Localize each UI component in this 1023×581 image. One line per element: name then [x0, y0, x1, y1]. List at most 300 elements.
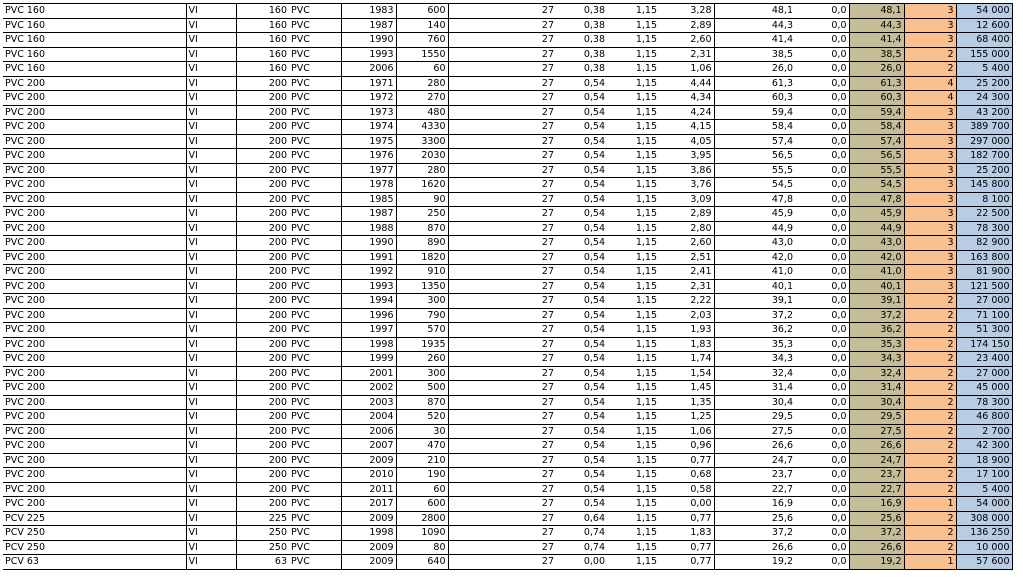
cell-material[interactable]: PVC: [289, 62, 341, 77]
cell-col-i[interactable]: 1,15: [607, 352, 659, 367]
cell-cost[interactable]: 24 300: [956, 91, 1012, 106]
cell-category[interactable]: VI: [186, 120, 236, 135]
cell-category[interactable]: VI: [186, 540, 236, 555]
cell-shaded-value[interactable]: 44,3: [849, 18, 904, 33]
cell-col-g[interactable]: 27: [448, 105, 556, 120]
cell-install-year[interactable]: 1998: [341, 526, 396, 541]
cell-col-k-value[interactable]: 37,2: [714, 526, 795, 541]
cell-col-l-value[interactable]: 0,0: [795, 279, 849, 294]
cell-col-k-value[interactable]: 25,6: [714, 511, 795, 526]
cell-col-l-value[interactable]: 0,0: [795, 33, 849, 48]
cell-shaded-value[interactable]: 27,5: [849, 424, 904, 439]
cell-diameter[interactable]: 200: [236, 337, 289, 352]
cell-col-l-value[interactable]: 0,0: [795, 265, 849, 280]
cell-shaded-value[interactable]: 24,7: [849, 453, 904, 468]
cell-col-k-value[interactable]: 48,1: [714, 4, 795, 19]
cell-material[interactable]: PVC: [289, 540, 341, 555]
cell-install-year[interactable]: 1990: [341, 236, 396, 251]
cell-col-k-value[interactable]: 42,0: [714, 250, 795, 265]
cell-col-i[interactable]: 1,15: [607, 337, 659, 352]
cell-col-k-value[interactable]: 36,2: [714, 323, 795, 338]
cell-install-year[interactable]: 1996: [341, 308, 396, 323]
cell-col-i[interactable]: 1,15: [607, 468, 659, 483]
cell-diameter[interactable]: 160: [236, 62, 289, 77]
cell-score[interactable]: 2: [904, 540, 956, 555]
cell-col-i[interactable]: 1,15: [607, 511, 659, 526]
cell-length[interactable]: 1820: [396, 250, 448, 265]
cell-material[interactable]: PVC: [289, 178, 341, 193]
cell-install-year[interactable]: 2011: [341, 482, 396, 497]
cell-col-h[interactable]: 0,54: [556, 221, 607, 236]
cell-col-k-value[interactable]: 59,4: [714, 105, 795, 120]
cell-pipe-type[interactable]: PVC 200: [3, 381, 186, 396]
cell-col-h[interactable]: 0,54: [556, 91, 607, 106]
cell-col-i[interactable]: 1,15: [607, 453, 659, 468]
cell-cost[interactable]: 51 300: [956, 323, 1012, 338]
cell-pipe-type[interactable]: PVC 200: [3, 352, 186, 367]
cell-cost[interactable]: 42 300: [956, 439, 1012, 454]
cell-col-j[interactable]: 2,22: [659, 294, 714, 309]
cell-shaded-value[interactable]: 45,9: [849, 207, 904, 222]
cell-shaded-value[interactable]: 54,5: [849, 178, 904, 193]
cell-col-h[interactable]: 0,38: [556, 4, 607, 19]
cell-category[interactable]: VI: [186, 18, 236, 33]
cell-pipe-type[interactable]: PVC 200: [3, 294, 186, 309]
cell-score[interactable]: 2: [904, 410, 956, 425]
cell-score[interactable]: 2: [904, 526, 956, 541]
cell-install-year[interactable]: 1990: [341, 33, 396, 48]
cell-col-g[interactable]: 27: [448, 192, 556, 207]
cell-col-l-value[interactable]: 0,0: [795, 221, 849, 236]
cell-col-h[interactable]: 0,54: [556, 163, 607, 178]
cell-material[interactable]: PVC: [289, 410, 341, 425]
cell-col-l-value[interactable]: 0,0: [795, 163, 849, 178]
cell-col-j[interactable]: 2,60: [659, 33, 714, 48]
cell-col-g[interactable]: 27: [448, 366, 556, 381]
cell-pipe-type[interactable]: PVC 200: [3, 178, 186, 193]
cell-pipe-type[interactable]: PVC 200: [3, 207, 186, 222]
cell-col-k-value[interactable]: 16,9: [714, 497, 795, 512]
cell-col-i[interactable]: 1,15: [607, 410, 659, 425]
cell-pipe-type[interactable]: PVC 200: [3, 482, 186, 497]
cell-col-g[interactable]: 27: [448, 439, 556, 454]
cell-score[interactable]: 2: [904, 395, 956, 410]
cell-col-k-value[interactable]: 40,1: [714, 279, 795, 294]
cell-material[interactable]: PVC: [289, 395, 341, 410]
cell-col-i[interactable]: 1,15: [607, 47, 659, 62]
cell-material[interactable]: PVC: [289, 482, 341, 497]
cell-col-k-value[interactable]: 45,9: [714, 207, 795, 222]
cell-cost[interactable]: 68 400: [956, 33, 1012, 48]
cell-category[interactable]: VI: [186, 526, 236, 541]
cell-col-h[interactable]: 0,54: [556, 105, 607, 120]
cell-col-j[interactable]: 0,68: [659, 468, 714, 483]
cell-col-g[interactable]: 27: [448, 207, 556, 222]
cell-diameter[interactable]: 200: [236, 221, 289, 236]
cell-col-k-value[interactable]: 44,3: [714, 18, 795, 33]
cell-category[interactable]: VI: [186, 308, 236, 323]
cell-shaded-value[interactable]: 34,3: [849, 352, 904, 367]
cell-score[interactable]: 3: [904, 192, 956, 207]
cell-cost[interactable]: 54 000: [956, 4, 1012, 19]
cell-category[interactable]: VI: [186, 134, 236, 149]
cell-length[interactable]: 190: [396, 468, 448, 483]
cell-col-j[interactable]: 1,45: [659, 381, 714, 396]
cell-category[interactable]: VI: [186, 410, 236, 425]
cell-col-h[interactable]: 0,54: [556, 236, 607, 251]
cell-material[interactable]: PVC: [289, 120, 341, 135]
cell-col-j[interactable]: 2,41: [659, 265, 714, 280]
cell-diameter[interactable]: 250: [236, 526, 289, 541]
cell-col-k-value[interactable]: 23,7: [714, 468, 795, 483]
cell-col-k-value[interactable]: 26,6: [714, 540, 795, 555]
cell-col-g[interactable]: 27: [448, 497, 556, 512]
cell-cost[interactable]: 17 100: [956, 468, 1012, 483]
cell-pipe-type[interactable]: PVC 200: [3, 323, 186, 338]
cell-col-i[interactable]: 1,15: [607, 192, 659, 207]
cell-material[interactable]: PVC: [289, 134, 341, 149]
cell-pipe-type[interactable]: PVC 160: [3, 47, 186, 62]
cell-category[interactable]: VI: [186, 497, 236, 512]
cell-diameter[interactable]: 200: [236, 91, 289, 106]
cell-cost[interactable]: 78 300: [956, 221, 1012, 236]
cell-length[interactable]: 600: [396, 497, 448, 512]
cell-length[interactable]: 80: [396, 540, 448, 555]
cell-col-k-value[interactable]: 35,3: [714, 337, 795, 352]
cell-cost[interactable]: 136 250: [956, 526, 1012, 541]
cell-pipe-type[interactable]: PCV 250: [3, 540, 186, 555]
cell-pipe-type[interactable]: PVC 200: [3, 308, 186, 323]
cell-pipe-type[interactable]: PCV 225: [3, 511, 186, 526]
cell-col-g[interactable]: 27: [448, 4, 556, 19]
cell-col-j[interactable]: 1,83: [659, 526, 714, 541]
cell-length[interactable]: 270: [396, 91, 448, 106]
cell-category[interactable]: VI: [186, 4, 236, 19]
cell-col-g[interactable]: 27: [448, 308, 556, 323]
cell-install-year[interactable]: 2001: [341, 366, 396, 381]
cell-shaded-value[interactable]: 23,7: [849, 468, 904, 483]
cell-pipe-type[interactable]: PVC 200: [3, 250, 186, 265]
cell-col-g[interactable]: 27: [448, 279, 556, 294]
cell-shaded-value[interactable]: 47,8: [849, 192, 904, 207]
cell-col-k-value[interactable]: 61,3: [714, 76, 795, 91]
cell-cost[interactable]: 57 600: [956, 555, 1012, 570]
cell-col-i[interactable]: 1,15: [607, 424, 659, 439]
cell-cost[interactable]: 389 700: [956, 120, 1012, 135]
cell-pipe-type[interactable]: PVC 200: [3, 439, 186, 454]
cell-col-g[interactable]: 27: [448, 424, 556, 439]
cell-col-k-value[interactable]: 38,5: [714, 47, 795, 62]
cell-length[interactable]: 2800: [396, 511, 448, 526]
cell-col-h[interactable]: 0,54: [556, 482, 607, 497]
cell-pipe-type[interactable]: PVC 200: [3, 424, 186, 439]
cell-col-j[interactable]: 0,77: [659, 540, 714, 555]
cell-col-j[interactable]: 2,89: [659, 207, 714, 222]
cell-col-j[interactable]: 3,86: [659, 163, 714, 178]
cell-col-j[interactable]: 2,03: [659, 308, 714, 323]
cell-col-h[interactable]: 0,54: [556, 468, 607, 483]
cell-col-i[interactable]: 1,15: [607, 366, 659, 381]
cell-col-j[interactable]: 0,00: [659, 497, 714, 512]
cell-shaded-value[interactable]: 43,0: [849, 236, 904, 251]
cell-length[interactable]: 910: [396, 265, 448, 280]
cell-diameter[interactable]: 200: [236, 250, 289, 265]
cell-install-year[interactable]: 2002: [341, 381, 396, 396]
cell-length[interactable]: 480: [396, 105, 448, 120]
cell-col-l-value[interactable]: 0,0: [795, 424, 849, 439]
cell-cost[interactable]: 23 400: [956, 352, 1012, 367]
cell-col-i[interactable]: 1,15: [607, 62, 659, 77]
cell-score[interactable]: 4: [904, 91, 956, 106]
cell-shaded-value[interactable]: 35,3: [849, 337, 904, 352]
cell-material[interactable]: PVC: [289, 323, 341, 338]
cell-score[interactable]: 2: [904, 337, 956, 352]
cell-col-j[interactable]: 1,06: [659, 424, 714, 439]
cell-score[interactable]: 2: [904, 381, 956, 396]
cell-shaded-value[interactable]: 58,4: [849, 120, 904, 135]
cell-category[interactable]: VI: [186, 47, 236, 62]
cell-col-i[interactable]: 1,15: [607, 134, 659, 149]
cell-col-i[interactable]: 1,15: [607, 555, 659, 570]
cell-cost[interactable]: 2 700: [956, 424, 1012, 439]
cell-score[interactable]: 3: [904, 178, 956, 193]
cell-col-g[interactable]: 27: [448, 323, 556, 338]
cell-cost[interactable]: 308 000: [956, 511, 1012, 526]
cell-col-i[interactable]: 1,15: [607, 105, 659, 120]
cell-col-g[interactable]: 27: [448, 555, 556, 570]
cell-col-g[interactable]: 27: [448, 337, 556, 352]
cell-score[interactable]: 3: [904, 236, 956, 251]
cell-length[interactable]: 3300: [396, 134, 448, 149]
cell-diameter[interactable]: 200: [236, 366, 289, 381]
cell-col-l-value[interactable]: 0,0: [795, 468, 849, 483]
cell-score[interactable]: 2: [904, 482, 956, 497]
cell-col-j[interactable]: 2,60: [659, 236, 714, 251]
cell-score[interactable]: 2: [904, 366, 956, 381]
cell-install-year[interactable]: 2007: [341, 439, 396, 454]
cell-col-k-value[interactable]: 26,0: [714, 62, 795, 77]
cell-install-year[interactable]: 1994: [341, 294, 396, 309]
cell-col-l-value[interactable]: 0,0: [795, 526, 849, 541]
cell-shaded-value[interactable]: 41,4: [849, 33, 904, 48]
cell-cost[interactable]: 43 200: [956, 105, 1012, 120]
cell-score[interactable]: 2: [904, 424, 956, 439]
cell-pipe-type[interactable]: PVC 200: [3, 134, 186, 149]
cell-diameter[interactable]: 200: [236, 120, 289, 135]
cell-cost[interactable]: 8 100: [956, 192, 1012, 207]
cell-install-year[interactable]: 2010: [341, 468, 396, 483]
cell-cost[interactable]: 54 000: [956, 497, 1012, 512]
cell-cost[interactable]: 182 700: [956, 149, 1012, 164]
cell-cost[interactable]: 82 900: [956, 236, 1012, 251]
cell-col-k-value[interactable]: 54,5: [714, 178, 795, 193]
cell-col-g[interactable]: 27: [448, 47, 556, 62]
cell-col-k-value[interactable]: 47,8: [714, 192, 795, 207]
cell-col-j[interactable]: 3,76: [659, 178, 714, 193]
cell-diameter[interactable]: 200: [236, 279, 289, 294]
cell-material[interactable]: PVC: [289, 4, 341, 19]
cell-cost[interactable]: 297 000: [956, 134, 1012, 149]
cell-diameter[interactable]: 250: [236, 540, 289, 555]
cell-col-h[interactable]: 0,74: [556, 526, 607, 541]
cell-diameter[interactable]: 200: [236, 149, 289, 164]
cell-col-h[interactable]: 0,54: [556, 381, 607, 396]
cell-length[interactable]: 500: [396, 381, 448, 396]
cell-install-year[interactable]: 1978: [341, 178, 396, 193]
cell-score[interactable]: 3: [904, 265, 956, 280]
cell-diameter[interactable]: 200: [236, 163, 289, 178]
cell-diameter[interactable]: 160: [236, 18, 289, 33]
cell-pipe-type[interactable]: PVC 200: [3, 265, 186, 280]
cell-score[interactable]: 2: [904, 439, 956, 454]
cell-category[interactable]: VI: [186, 33, 236, 48]
cell-install-year[interactable]: 1988: [341, 221, 396, 236]
cell-install-year[interactable]: 2009: [341, 540, 396, 555]
cell-score[interactable]: 3: [904, 4, 956, 19]
cell-col-h[interactable]: 0,54: [556, 395, 607, 410]
cell-col-i[interactable]: 1,15: [607, 526, 659, 541]
cell-col-g[interactable]: 27: [448, 395, 556, 410]
cell-length[interactable]: 2030: [396, 149, 448, 164]
cell-diameter[interactable]: 200: [236, 352, 289, 367]
cell-material[interactable]: PVC: [289, 163, 341, 178]
cell-diameter[interactable]: 63: [236, 555, 289, 570]
cell-col-l-value[interactable]: 0,0: [795, 120, 849, 135]
cell-material[interactable]: PVC: [289, 47, 341, 62]
cell-col-h[interactable]: 0,54: [556, 134, 607, 149]
cell-install-year[interactable]: 2009: [341, 555, 396, 570]
cell-length[interactable]: 1350: [396, 279, 448, 294]
cell-score[interactable]: 2: [904, 511, 956, 526]
cell-install-year[interactable]: 1977: [341, 163, 396, 178]
cell-col-i[interactable]: 1,15: [607, 76, 659, 91]
cell-col-i[interactable]: 1,15: [607, 540, 659, 555]
cell-col-i[interactable]: 1,15: [607, 91, 659, 106]
cell-col-i[interactable]: 1,15: [607, 33, 659, 48]
cell-length[interactable]: 600: [396, 4, 448, 19]
cell-install-year[interactable]: 2006: [341, 424, 396, 439]
cell-length[interactable]: 30: [396, 424, 448, 439]
cell-score[interactable]: 2: [904, 294, 956, 309]
cell-shaded-value[interactable]: 60,3: [849, 91, 904, 106]
cell-diameter[interactable]: 200: [236, 381, 289, 396]
cell-cost[interactable]: 45 000: [956, 381, 1012, 396]
cell-col-l-value[interactable]: 0,0: [795, 134, 849, 149]
cell-category[interactable]: VI: [186, 424, 236, 439]
cell-pipe-type[interactable]: PVC 200: [3, 120, 186, 135]
cell-col-g[interactable]: 27: [448, 120, 556, 135]
cell-score[interactable]: 3: [904, 105, 956, 120]
cell-col-g[interactable]: 27: [448, 453, 556, 468]
cell-col-j[interactable]: 4,15: [659, 120, 714, 135]
cell-col-j[interactable]: 1,35: [659, 395, 714, 410]
cell-col-i[interactable]: 1,15: [607, 236, 659, 251]
cell-score[interactable]: 3: [904, 18, 956, 33]
cell-col-g[interactable]: 27: [448, 76, 556, 91]
cell-col-i[interactable]: 1,15: [607, 294, 659, 309]
cell-install-year[interactable]: 1971: [341, 76, 396, 91]
cell-pipe-type[interactable]: PVC 200: [3, 76, 186, 91]
cell-col-j[interactable]: 4,34: [659, 91, 714, 106]
cell-material[interactable]: PVC: [289, 91, 341, 106]
cell-col-j[interactable]: 1,74: [659, 352, 714, 367]
cell-shaded-value[interactable]: 39,1: [849, 294, 904, 309]
cell-score[interactable]: 3: [904, 207, 956, 222]
cell-col-h[interactable]: 0,54: [556, 337, 607, 352]
cell-score[interactable]: 3: [904, 134, 956, 149]
cell-col-j[interactable]: 1,93: [659, 323, 714, 338]
cell-material[interactable]: PVC: [289, 453, 341, 468]
cell-category[interactable]: VI: [186, 279, 236, 294]
cell-col-l-value[interactable]: 0,0: [795, 482, 849, 497]
cell-shaded-value[interactable]: 19,2: [849, 555, 904, 570]
cell-col-h[interactable]: 0,54: [556, 76, 607, 91]
cell-col-k-value[interactable]: 31,4: [714, 381, 795, 396]
cell-col-j[interactable]: 2,31: [659, 47, 714, 62]
cell-shaded-value[interactable]: 26,6: [849, 540, 904, 555]
cell-install-year[interactable]: 1998: [341, 337, 396, 352]
cell-cost[interactable]: 18 900: [956, 453, 1012, 468]
cell-col-g[interactable]: 27: [448, 18, 556, 33]
cell-col-l-value[interactable]: 0,0: [795, 453, 849, 468]
cell-shaded-value[interactable]: 36,2: [849, 323, 904, 338]
cell-material[interactable]: PVC: [289, 33, 341, 48]
cell-pipe-type[interactable]: PVC 200: [3, 163, 186, 178]
cell-diameter[interactable]: 200: [236, 294, 289, 309]
cell-col-l-value[interactable]: 0,0: [795, 366, 849, 381]
cell-col-h[interactable]: 0,54: [556, 178, 607, 193]
cell-col-h[interactable]: 0,54: [556, 120, 607, 135]
cell-category[interactable]: VI: [186, 105, 236, 120]
cell-material[interactable]: PVC: [289, 18, 341, 33]
cell-col-k-value[interactable]: 43,0: [714, 236, 795, 251]
cell-cost[interactable]: 46 800: [956, 410, 1012, 425]
cell-col-k-value[interactable]: 24,7: [714, 453, 795, 468]
cell-pipe-type[interactable]: PVC 200: [3, 410, 186, 425]
cell-length[interactable]: 60: [396, 62, 448, 77]
cell-diameter[interactable]: 225: [236, 511, 289, 526]
cell-score[interactable]: 3: [904, 250, 956, 265]
cell-col-h[interactable]: 0,54: [556, 352, 607, 367]
cell-diameter[interactable]: 200: [236, 453, 289, 468]
cell-col-k-value[interactable]: 41,0: [714, 265, 795, 280]
cell-col-k-value[interactable]: 32,4: [714, 366, 795, 381]
cell-col-l-value[interactable]: 0,0: [795, 308, 849, 323]
cell-material[interactable]: PVC: [289, 105, 341, 120]
cell-col-h[interactable]: 0,54: [556, 149, 607, 164]
cell-score[interactable]: 3: [904, 221, 956, 236]
cell-col-h[interactable]: 0,00: [556, 555, 607, 570]
cell-category[interactable]: VI: [186, 149, 236, 164]
cell-pipe-type[interactable]: PVC 200: [3, 105, 186, 120]
cell-col-k-value[interactable]: 27,5: [714, 424, 795, 439]
cell-col-l-value[interactable]: 0,0: [795, 410, 849, 425]
cell-col-j[interactable]: 3,95: [659, 149, 714, 164]
cell-length[interactable]: 1935: [396, 337, 448, 352]
cell-install-year[interactable]: 1987: [341, 18, 396, 33]
cell-pipe-type[interactable]: PVC 160: [3, 33, 186, 48]
cell-diameter[interactable]: 200: [236, 178, 289, 193]
cell-category[interactable]: VI: [186, 323, 236, 338]
cell-col-l-value[interactable]: 0,0: [795, 4, 849, 19]
cell-category[interactable]: VI: [186, 178, 236, 193]
cell-diameter[interactable]: 200: [236, 236, 289, 251]
cell-shaded-value[interactable]: 40,1: [849, 279, 904, 294]
cell-col-l-value[interactable]: 0,0: [795, 192, 849, 207]
cell-col-j[interactable]: 1,83: [659, 337, 714, 352]
cell-material[interactable]: PVC: [289, 497, 341, 512]
cell-col-g[interactable]: 27: [448, 221, 556, 236]
